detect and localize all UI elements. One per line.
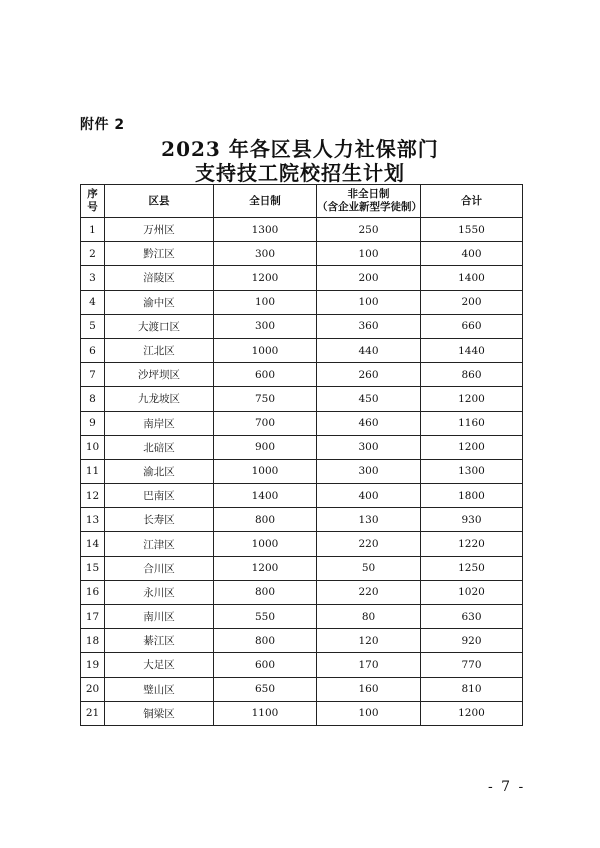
page-number: - 7 - — [488, 779, 526, 795]
cell-part-time: 50 — [317, 556, 421, 580]
cell-part-time: 200 — [317, 266, 421, 290]
cell-district: 铜梁区 — [105, 701, 214, 725]
cell-district: 涪陵区 — [105, 266, 214, 290]
cell-full-time: 550 — [214, 605, 317, 629]
cell-index: 6 — [81, 338, 105, 362]
cell-index: 8 — [81, 387, 105, 411]
cell-district: 綦江区 — [105, 629, 214, 653]
cell-part-time: 450 — [317, 387, 421, 411]
cell-full-time: 1000 — [214, 459, 317, 483]
cell-district: 万州区 — [105, 218, 214, 242]
table-row — [81, 218, 523, 242]
cell-part-time: 300 — [317, 459, 421, 483]
cell-full-time: 1200 — [214, 266, 317, 290]
cell-index: 12 — [81, 484, 105, 508]
cell-part-time: 400 — [317, 484, 421, 508]
cell-district: 九龙坡区 — [105, 387, 214, 411]
cell-district: 江北区 — [105, 338, 214, 362]
cell-full-time: 750 — [214, 387, 317, 411]
header-full-time: 全日制 — [214, 185, 317, 218]
cell-index: 16 — [81, 580, 105, 604]
cell-district: 北碚区 — [105, 435, 214, 459]
cell-index: 17 — [81, 605, 105, 629]
table-row — [81, 266, 523, 290]
cell-district: 南川区 — [105, 605, 214, 629]
table-body — [81, 218, 523, 726]
cell-district: 南岸区 — [105, 411, 214, 435]
cell-full-time: 800 — [214, 629, 317, 653]
cell-full-time: 650 — [214, 677, 317, 701]
cell-index: 13 — [81, 508, 105, 532]
cell-part-time: 220 — [317, 532, 421, 556]
cell-district: 长寿区 — [105, 508, 214, 532]
cell-part-time: 100 — [317, 701, 421, 725]
table-row — [81, 556, 523, 580]
header-district: 区县 — [105, 185, 214, 218]
cell-district: 大足区 — [105, 653, 214, 677]
cell-index: 20 — [81, 677, 105, 701]
table-row — [81, 653, 523, 677]
cell-index: 19 — [81, 653, 105, 677]
table-row — [81, 701, 523, 725]
cell-index: 11 — [81, 459, 105, 483]
cell-index: 21 — [81, 701, 105, 725]
cell-part-time: 170 — [317, 653, 421, 677]
cell-district: 黔江区 — [105, 242, 214, 266]
cell-part-time: 300 — [317, 435, 421, 459]
attachment-label: 附件 2 — [80, 117, 125, 133]
cell-total: 1440 — [421, 338, 523, 362]
cell-full-time: 800 — [214, 508, 317, 532]
cell-part-time: 100 — [317, 242, 421, 266]
table-row — [81, 605, 523, 629]
cell-index: 4 — [81, 290, 105, 314]
cell-total: 1800 — [421, 484, 523, 508]
cell-full-time: 1100 — [214, 701, 317, 725]
cell-index: 2 — [81, 242, 105, 266]
cell-index: 15 — [81, 556, 105, 580]
header-index-line-2: 号 — [87, 201, 98, 213]
cell-full-time: 900 — [214, 435, 317, 459]
cell-full-time: 700 — [214, 411, 317, 435]
cell-district: 璧山区 — [105, 677, 214, 701]
cell-district: 合川区 — [105, 556, 214, 580]
header-index-line-1: 序 — [87, 188, 98, 200]
cell-total: 1200 — [421, 387, 523, 411]
cell-index: 9 — [81, 411, 105, 435]
header-part-time — [317, 185, 421, 218]
cell-total: 400 — [421, 242, 523, 266]
cell-total: 1220 — [421, 532, 523, 556]
cell-total: 1160 — [421, 411, 523, 435]
cell-total: 1300 — [421, 459, 523, 483]
cell-part-time: 120 — [317, 629, 421, 653]
cell-full-time: 1200 — [214, 556, 317, 580]
cell-part-time: 130 — [317, 508, 421, 532]
cell-part-time: 440 — [317, 338, 421, 362]
cell-full-time: 300 — [214, 242, 317, 266]
header-total: 合计 — [421, 185, 523, 218]
cell-total: 1250 — [421, 556, 523, 580]
cell-full-time: 600 — [214, 363, 317, 387]
cell-full-time: 100 — [214, 290, 317, 314]
cell-total: 1400 — [421, 266, 523, 290]
table-header — [81, 185, 523, 218]
cell-full-time: 600 — [214, 653, 317, 677]
cell-total: 810 — [421, 677, 523, 701]
document-title-line-2: 支持技工院校招生计划 — [195, 161, 405, 185]
cell-part-time: 80 — [317, 605, 421, 629]
header-index — [81, 185, 105, 218]
cell-total: 920 — [421, 629, 523, 653]
cell-index: 14 — [81, 532, 105, 556]
cell-part-time: 220 — [317, 580, 421, 604]
cell-part-time: 260 — [317, 363, 421, 387]
cell-full-time: 1000 — [214, 532, 317, 556]
table-row — [81, 580, 523, 604]
cell-district: 巴南区 — [105, 484, 214, 508]
cell-district: 沙坪坝区 — [105, 363, 214, 387]
table-row — [81, 387, 523, 411]
cell-index: 18 — [81, 629, 105, 653]
document-title-line-1: 2023 年各区县人力社保部门 — [161, 137, 439, 161]
cell-part-time: 360 — [317, 314, 421, 338]
cell-district: 渝中区 — [105, 290, 214, 314]
table-row — [81, 411, 523, 435]
cell-total: 1020 — [421, 580, 523, 604]
cell-total: 1200 — [421, 435, 523, 459]
cell-total: 1200 — [421, 701, 523, 725]
cell-index: 10 — [81, 435, 105, 459]
cell-full-time: 800 — [214, 580, 317, 604]
cell-district: 江津区 — [105, 532, 214, 556]
table-row — [81, 290, 523, 314]
header-row — [81, 185, 523, 218]
table-row — [81, 677, 523, 701]
enrollment-plan-table — [80, 184, 523, 726]
header-part-time-line-1: 非全日制 — [347, 188, 390, 200]
cell-total: 860 — [421, 363, 523, 387]
cell-total: 630 — [421, 605, 523, 629]
table-row — [81, 338, 523, 362]
cell-full-time: 300 — [214, 314, 317, 338]
cell-index: 1 — [81, 218, 105, 242]
cell-full-time: 1400 — [214, 484, 317, 508]
cell-part-time: 100 — [317, 290, 421, 314]
table-row — [81, 508, 523, 532]
cell-district: 大渡口区 — [105, 314, 214, 338]
cell-index: 3 — [81, 266, 105, 290]
cell-part-time: 160 — [317, 677, 421, 701]
table-row — [81, 459, 523, 483]
cell-total: 200 — [421, 290, 523, 314]
table-row — [81, 532, 523, 556]
table-row — [81, 435, 523, 459]
cell-total: 660 — [421, 314, 523, 338]
cell-total: 770 — [421, 653, 523, 677]
table-row — [81, 629, 523, 653]
table-row — [81, 363, 523, 387]
cell-district: 渝北区 — [105, 459, 214, 483]
header-part-time-line-2: （含企业新型学徒制） — [317, 201, 422, 213]
cell-full-time: 1000 — [214, 338, 317, 362]
cell-total: 930 — [421, 508, 523, 532]
cell-district: 永川区 — [105, 580, 214, 604]
table-row — [81, 242, 523, 266]
cell-part-time: 460 — [317, 411, 421, 435]
cell-index: 7 — [81, 363, 105, 387]
table-row — [81, 314, 523, 338]
table-row — [81, 484, 523, 508]
cell-total: 1550 — [421, 218, 523, 242]
cell-index: 5 — [81, 314, 105, 338]
cell-full-time: 1300 — [214, 218, 317, 242]
cell-part-time: 250 — [317, 218, 421, 242]
